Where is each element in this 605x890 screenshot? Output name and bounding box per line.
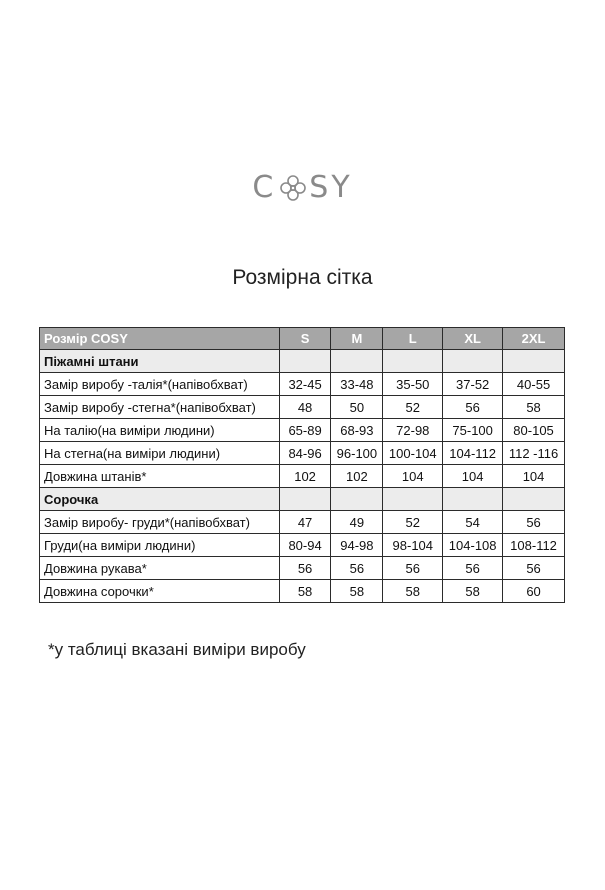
section-blank-cell	[443, 488, 503, 511]
value-cell: 102	[331, 465, 383, 488]
table-row	[40, 557, 565, 580]
table-header-row	[40, 328, 565, 350]
value-cell: 56	[503, 557, 565, 580]
value-cell: 100-104	[383, 442, 443, 465]
logo-letters: SY	[309, 170, 353, 205]
value-cell: 35-50	[383, 373, 443, 396]
value-cell: 104	[383, 465, 443, 488]
value-cell: 56	[279, 557, 331, 580]
row-label: На стегна(на виміри людини)	[40, 442, 280, 465]
value-cell: 54	[443, 511, 503, 534]
section-blank-cell	[383, 488, 443, 511]
value-cell: 32-45	[279, 373, 331, 396]
value-cell: 49	[331, 511, 383, 534]
value-cell: 56	[443, 396, 503, 419]
value-cell: 72-98	[383, 419, 443, 442]
size-table	[39, 327, 565, 603]
header-label-cell: Розмір COSY	[40, 328, 280, 350]
header-size-cell: S	[279, 328, 331, 350]
section-blank-cell	[279, 350, 331, 373]
header-size-cell: XL	[443, 328, 503, 350]
row-label: Довжина сорочки*	[40, 580, 280, 603]
section-blank-cell	[503, 488, 565, 511]
value-cell: 58	[331, 580, 383, 603]
table-row	[40, 534, 565, 557]
table-row	[40, 373, 565, 396]
value-cell: 33-48	[331, 373, 383, 396]
value-cell: 52	[383, 396, 443, 419]
row-label: Замір виробу -стегна*(напівобхват)	[40, 396, 280, 419]
value-cell: 112 -116	[503, 442, 565, 465]
section-blank-cell	[331, 350, 383, 373]
row-label: На талію(на виміри людини)	[40, 419, 280, 442]
value-cell: 58	[503, 396, 565, 419]
value-cell: 52	[383, 511, 443, 534]
section-blank-cell	[383, 350, 443, 373]
value-cell: 96-100	[331, 442, 383, 465]
flower-icon	[278, 173, 308, 203]
header-size-cell: L	[383, 328, 443, 350]
value-cell: 58	[279, 580, 331, 603]
page-title: Розмірна сітка	[232, 266, 373, 289]
section-blank-cell	[503, 350, 565, 373]
section-blank-cell	[443, 350, 503, 373]
value-cell: 104	[443, 465, 503, 488]
value-cell: 108-112	[503, 534, 565, 557]
value-cell: 60	[503, 580, 565, 603]
value-cell: 84-96	[279, 442, 331, 465]
value-cell: 68-93	[331, 419, 383, 442]
value-cell: 94-98	[331, 534, 383, 557]
value-cell: 104	[503, 465, 565, 488]
section-title: Сорочка	[40, 488, 280, 511]
section-blank-cell	[279, 488, 331, 511]
value-cell: 47	[279, 511, 331, 534]
value-cell: 40-55	[503, 373, 565, 396]
section-row	[40, 350, 565, 373]
section-blank-cell	[331, 488, 383, 511]
brand-logo	[0, 170, 605, 205]
value-cell: 75-100	[443, 419, 503, 442]
header-size-cell: M	[331, 328, 383, 350]
value-cell: 102	[279, 465, 331, 488]
value-cell: 104-108	[443, 534, 503, 557]
value-cell: 104-112	[443, 442, 503, 465]
value-cell: 98-104	[383, 534, 443, 557]
value-cell: 65-89	[279, 419, 331, 442]
row-label: Замір виробу -талія*(напівобхват)	[40, 373, 280, 396]
value-cell: 56	[503, 511, 565, 534]
row-label: Груди(на виміри людини)	[40, 534, 280, 557]
logo-letter-c: C	[252, 170, 277, 205]
section-title: Піжамні штани	[40, 350, 280, 373]
table-row	[40, 396, 565, 419]
header-size-cell: 2XL	[503, 328, 565, 350]
table-row	[40, 442, 565, 465]
row-label: Довжина рукава*	[40, 557, 280, 580]
value-cell: 58	[383, 580, 443, 603]
value-cell: 56	[331, 557, 383, 580]
value-cell: 56	[383, 557, 443, 580]
table-row	[40, 580, 565, 603]
value-cell: 48	[279, 396, 331, 419]
value-cell: 37-52	[443, 373, 503, 396]
table-row	[40, 465, 565, 488]
table-row	[40, 511, 565, 534]
footnote: *у таблиці вказані виміри виробу	[48, 640, 306, 659]
value-cell: 58	[443, 580, 503, 603]
row-label: Довжина штанів*	[40, 465, 280, 488]
value-cell: 80-105	[503, 419, 565, 442]
value-cell: 50	[331, 396, 383, 419]
section-row	[40, 488, 565, 511]
value-cell: 80-94	[279, 534, 331, 557]
table-row	[40, 419, 565, 442]
row-label: Замір виробу- груди*(напівобхват)	[40, 511, 280, 534]
value-cell: 56	[443, 557, 503, 580]
